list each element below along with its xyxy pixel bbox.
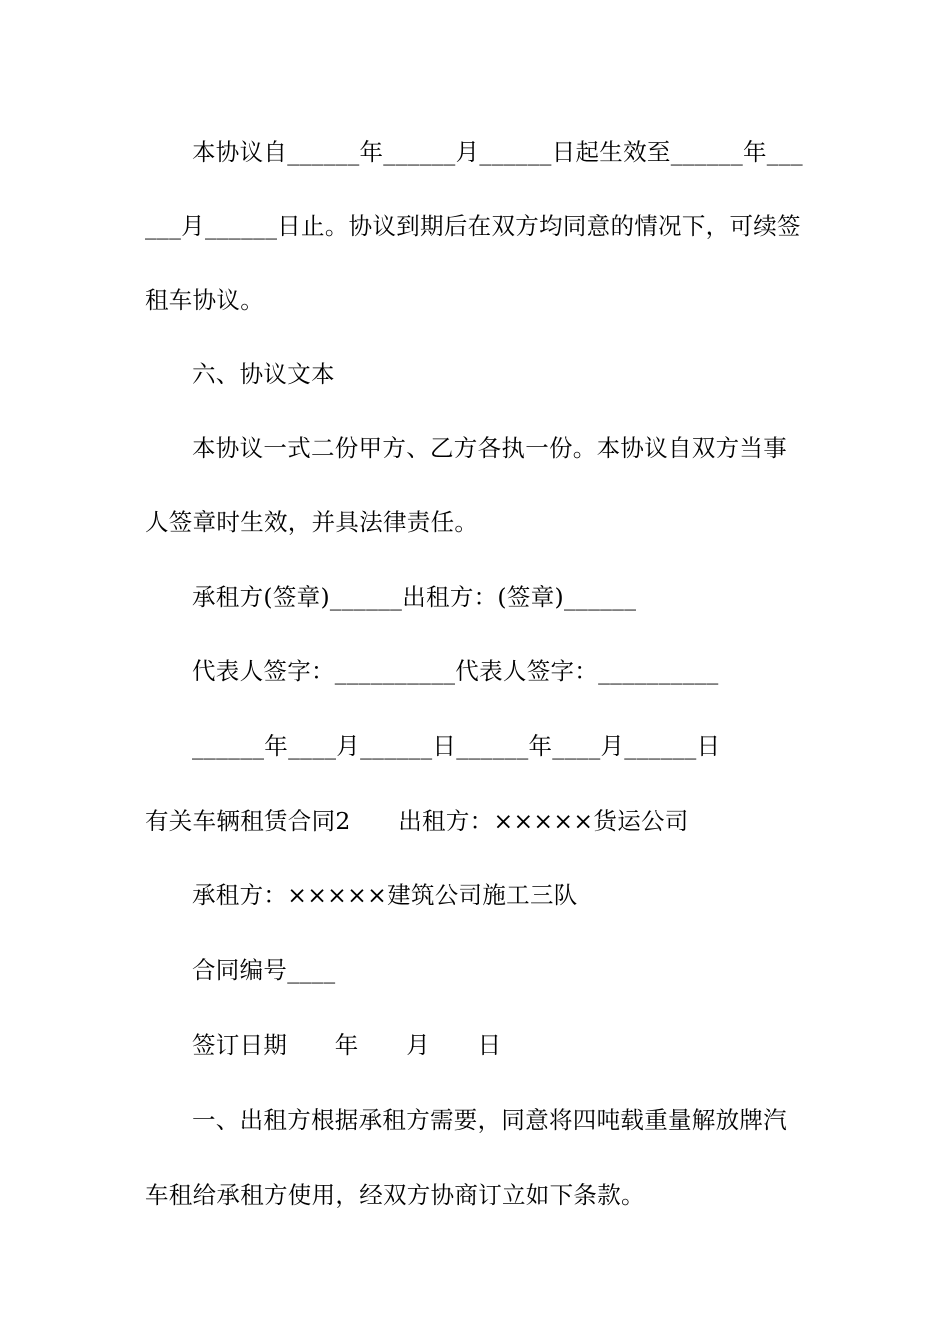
paragraph-copies-line-1: 本协议一式二份甲方、乙方各执一份。本协议自双方当事 [192, 434, 787, 462]
clause-one-line-2: 车租给承租方使用，经双方协商订立如下条款。 [145, 1181, 645, 1209]
section-heading-agreement-text: 六、协议文本 [192, 360, 335, 388]
signature-representative-line: 代表人签字：__________代表人签字：__________ [192, 657, 719, 685]
contract-number-line: 合同编号____ [192, 956, 336, 984]
signature-party-line: 承租方(签章)______出租方：(签章)______ [192, 583, 637, 611]
contract-title-lessor-line: 有关车辆租赁合同2 出租方：×××××货运公司 [145, 807, 689, 835]
paragraph-effective-period-line-2: ___月______日止。协议到期后在双方均同意的情况下，可续签 [145, 212, 801, 240]
paragraph-effective-period-line-1: 本协议自______年______月______日起生效至______年___ [192, 138, 803, 166]
paragraph-effective-period-line-3: 租车协议。 [145, 286, 264, 314]
paragraph-copies-line-2: 人签章时生效，并具法律责任。 [145, 508, 479, 536]
clause-one-line-1: 一、出租方根据承租方需要，同意将四吨载重量解放牌汽 [192, 1106, 787, 1134]
lessee-line: 承租方：×××××建筑公司施工三队 [192, 881, 578, 909]
signature-date-line: ______年____月______日______年____月______日 [192, 732, 721, 760]
signing-date-line: 签订日期 年 月 日 [192, 1031, 502, 1059]
